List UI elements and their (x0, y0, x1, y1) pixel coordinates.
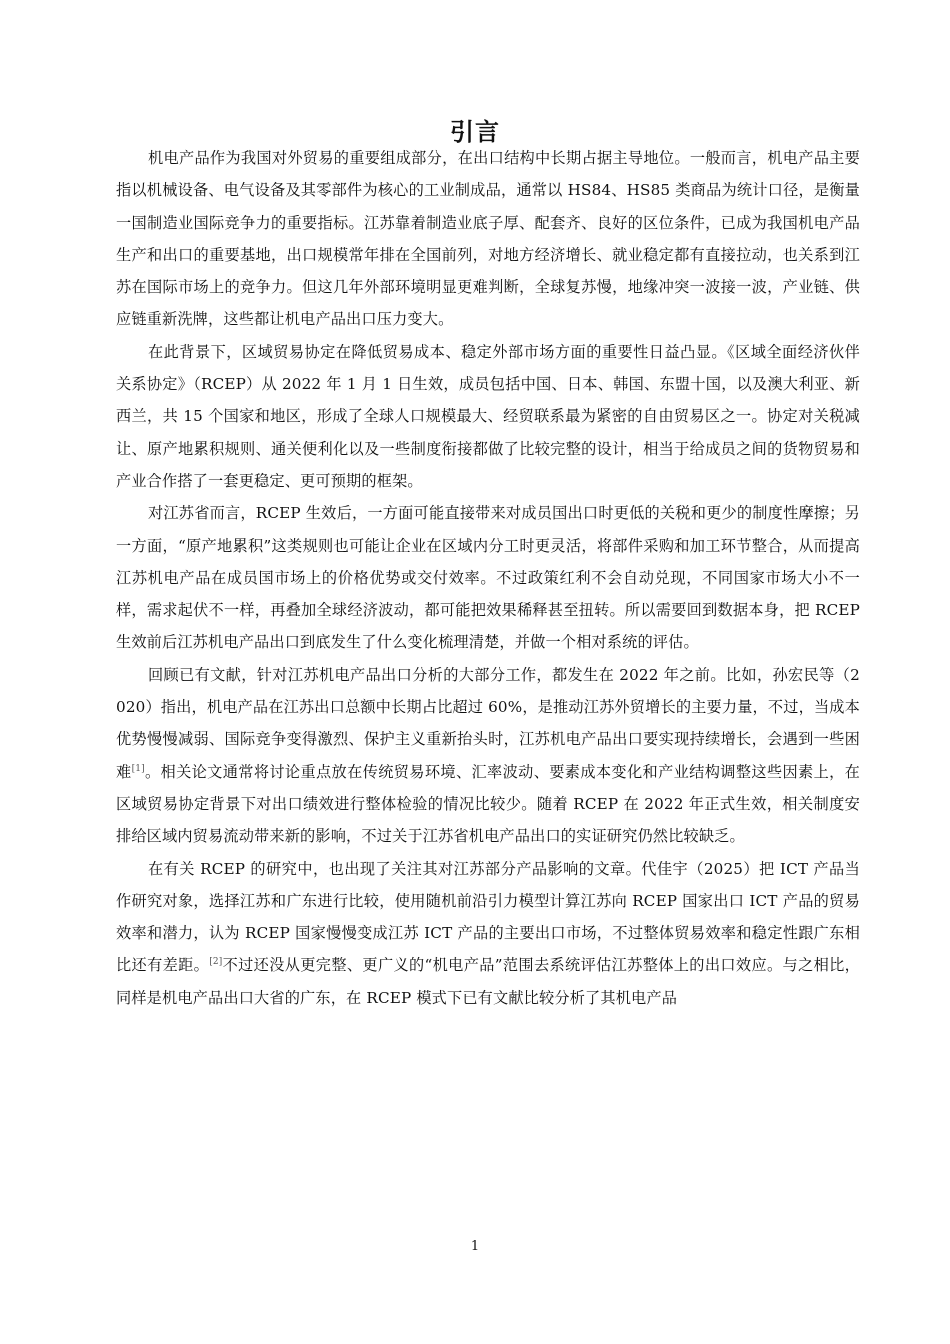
page-number: 1 (470, 1239, 480, 1254)
paragraph-5-text-before: 在有关 RCEP 的研究中，也出现了关注其对江苏部分产品影响的文章。代佳宇（2025）把 ICT 产品当作研究对象，选择江苏和广东进行比较，使用随机前沿引力模型计算江苏向 RCEP 国家出口 ICT 产品的贸易效率和潜力，认为 RCEP 国家慢慢变成江苏 ICT 产品的主要出口市场，不过整体贸易效率和稳定性跟广东相比还有差距。 (116, 859, 860, 975)
citation-1[interactable]: [1] (131, 763, 145, 774)
citation-2[interactable]: [2] (209, 957, 223, 968)
paragraph-2: 在此背景下，区域贸易协定在降低贸易成本、稳定外部市场方面的重要性日益凸显。《区域全面经济伙伴关系协定》（RCEP）从 2022 年 1 月 1 日生效，成员包括中国、日本、韩国、东盟十国，以及澳大利亚、新西兰，共 15 个国家和地区，形成了全球人口规模最大、经贸联系最为紧密的自由贸易区之一。协定对关税减让、原产地累积规则、通关便利化以及一些制度衔接都做了比较完整的设计，相当于给成员之间的货物贸易和产业合作搭了一套更稳定、更可预期的框架。 (116, 342, 860, 490)
paragraph-4-text-after: 。相关论文通常将讨论重点放在传统贸易环境、汇率波动、要素成本变化和产业结构调整这些因素上，在区域贸易协定背景下对出口绩效进行整体检验的情况比较少。随着 RCEP 在 2022 年正式生效，相关制度安排给区域内贸易流动带来新的影响，不过关于江苏省机电产品出口的实证研究仍然比较缺乏。 (116, 762, 861, 846)
paragraph-5 (116, 853, 860, 1014)
paragraph-1: 机电产品作为我国对外贸易的重要组成部分，在出口结构中长期占据主导地位。一般而言，机电产品主要指以机械设备、电气设备及其零部件为核心的工业制成品，通常以 HS84、HS85 类商品为统计口径，是衡量一国制造业国际竞争力的重要指标。江苏靠着制造业底子厚、配套齐、良好的区位条件，已成为我国机电产品生产和出口的重要基地，出口规模常年排在全国前列，对地方经济增长、就业稳定都有直接拉动，也关系到江苏在国际市场上的竞争力。但这几年外部环境明显更难判断，全球复苏慢，地缘冲突一波接一波，产业链、供应链重新洗牌，这些都让机电产品出口压力变大。 (116, 149, 860, 329)
section-title: 引言 (450, 118, 500, 147)
body-text (116, 142, 860, 1014)
paragraph-4-text-before: 回顾已有文献，针对江苏机电产品出口分析的大部分工作，都发生在 2022 年之前。比如，孙宏民等（2020）指出，机电产品在江苏出口总额中长期占比超过 60%，是推动江苏外贸增长的主要力量，不过，当成本优势慢慢减弱、国际竞争变得激烈、保护主义重新抬头时，江苏机电产品出口要实现持续增长，会遇到一些困难 (116, 665, 860, 781)
paragraph-4 (116, 659, 860, 853)
paragraph-3: 对江苏省而言，RCEP 生效后，一方面可能直接带来对成员国出口时更低的关税和更少的制度性摩擦；另一方面，“原产地累积”这类规则也可能让企业在区域内分工时更灵活，将部件采购和加工环节整合，从而提高江苏机电产品在成员国市场上的价格优势或交付效率。不过政策红利不会自动兑现，不同国家市场大小不一样，需求起伏不一样，再叠加全球经济波动，都可能把效果稀释甚至扭转。所以需要回到数据本身，把 RCEP 生效前后江苏机电产品出口到底发生了什么变化梳理清楚，并做一个相对系统的评估。 (116, 504, 860, 652)
paragraph-5-text-after: 不过还没从更完整、更广义的“机电产品”范围去系统评估江苏整体上的出口效应。与之相比，同样是机电产品出口大省的广东，在 RCEP 模式下已有文献比较分析了其机电产品 (116, 956, 860, 1007)
